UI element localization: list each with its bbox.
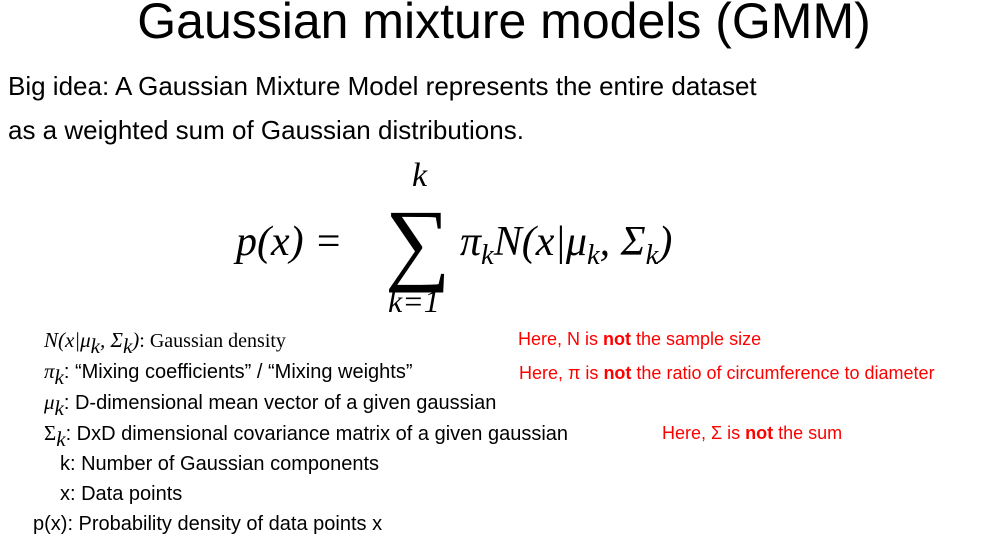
note-text: Here, N is: [518, 329, 604, 349]
definition-gaussian-density: [44, 327, 286, 359]
formula-sigma-sub: k: [645, 239, 659, 271]
note-text: the sum: [773, 423, 843, 443]
def-symbol: ): [132, 328, 140, 352]
def-text: : “Mixing coefficients” / “Mixing weights”: [63, 361, 413, 383]
def-symbol-sub: k: [54, 365, 64, 390]
def-symbol-sub: k: [56, 427, 66, 452]
sum-upper-limit: k: [412, 157, 428, 194]
definition-px: p(x): Probability density of data points x: [33, 513, 383, 535]
note-bold: not: [603, 363, 632, 383]
def-symbol: Σ: [44, 421, 57, 445]
formula-pi-sub: k: [481, 239, 494, 271]
note-pi: [519, 361, 935, 385]
def-text: : DxD dimensional covariance matrix of a given gaussian: [65, 423, 569, 445]
definition-mean-vector: [44, 389, 497, 421]
slide-title: Gaussian mixture models (GMM): [137, 0, 871, 49]
formula-n-close: ): [658, 219, 673, 265]
def-symbol: μ: [44, 390, 55, 414]
note-n: [518, 327, 761, 351]
formula-mu-sub: k: [587, 239, 600, 271]
intro-line-2: as a weighted sum of Gaussian distributions.: [8, 115, 524, 145]
def-symbol: , Σ: [99, 328, 123, 352]
sum-lower-limit: k=1: [388, 283, 440, 319]
note-text: the ratio of circumference to diameter: [631, 363, 935, 383]
note-sigma: [662, 421, 842, 445]
note-text: the sample size: [631, 329, 762, 349]
formula-n-open: N(x|μ: [493, 219, 587, 265]
definition-k: k: Number of Gaussian components: [60, 453, 380, 475]
formula-rhs: [460, 218, 672, 271]
formula-lhs: p(x) =: [236, 219, 343, 265]
def-symbol: N(x|μ: [44, 328, 91, 352]
def-symbol-sub: k: [122, 334, 133, 359]
formula-pi: π: [460, 219, 482, 265]
formula-n-mid: , Σ: [599, 219, 646, 265]
note-text: Here, Σ is: [662, 423, 746, 443]
sum-sigma-symbol: ∑: [385, 191, 451, 293]
def-text: : D-dimensional mean vector of a given gaussian: [63, 392, 497, 414]
definition-covariance-matrix: [44, 420, 569, 452]
def-symbol: π: [44, 359, 55, 383]
note-bold: not: [603, 329, 632, 349]
def-text: : Gaussian density: [139, 330, 286, 352]
note-bold: not: [745, 423, 774, 443]
note-text: Here, π is: [519, 363, 604, 383]
def-symbol-sub: k: [90, 334, 100, 359]
intro-line-1: Big idea: A Gaussian Mixture Model represents the entire dataset: [8, 71, 757, 101]
definition-mixing-coefficients: [44, 358, 413, 390]
definition-x: x: Data points: [60, 483, 183, 505]
def-symbol-sub: k: [54, 396, 64, 421]
